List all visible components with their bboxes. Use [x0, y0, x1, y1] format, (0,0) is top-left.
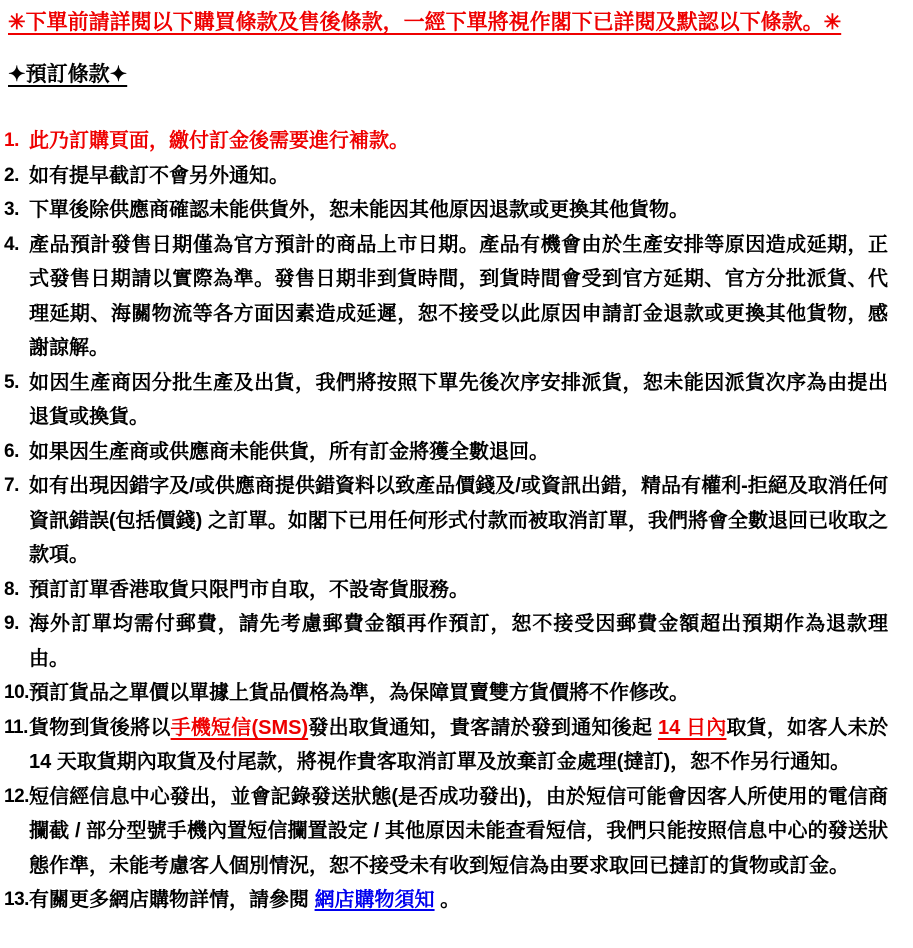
term-number: 12. [4, 785, 29, 807]
term-number: 7. [4, 475, 19, 496]
term-item-13 [4, 883, 888, 918]
term-item-10 [4, 676, 888, 711]
term-item-12 [4, 780, 888, 884]
term-number: 5. [4, 371, 19, 393]
term-text: 預訂貨品之單價以單據上貨品價格為準，為保障買賣雙方貨價將不作修改。 [29, 682, 689, 704]
store-shopping-notice-link[interactable]: 網店購物須知 [314, 889, 435, 911]
term-text: 預訂訂單香港取貨只限門市自取，不設寄貨服務。 [29, 578, 469, 601]
term-number: 3. [4, 199, 19, 220]
term-number: 1. [4, 130, 19, 151]
term-text: 。 [434, 889, 461, 911]
term-number: 9. [4, 613, 19, 634]
term-text: 如因生產商因分批生產及出貨，我們將按照下單先後次序安排派貨，恕未能因派貨次序為由提出退貨或換貨。 [29, 371, 888, 428]
terms-list [4, 124, 889, 918]
term-text: 短信經信息中心發出，並會記錄發送狀態(是否成功發出)，由於短信可能會因客人所使用的電信商攔截 / 部分型號手機內置短信攔置設定 / 其他原因未能查看短信，我們只能按照信息中心的發送狀態作準，未能考慮客人個別情況，恕不接受未有收到短信為由要求取回已撻訂的貨物或訂金。 [29, 785, 888, 877]
term-number: 13. [4, 889, 29, 910]
term-number: 10. [4, 682, 29, 703]
preorder-terms-title: ✦預訂條款✦ [8, 63, 128, 86]
term-item-11 [4, 711, 889, 780]
term-item-1 [4, 124, 888, 159]
term-item-9 [4, 607, 888, 676]
term-number: 2. [4, 164, 19, 186]
term-item-7 [4, 469, 888, 573]
term-text: 如果因生產商或供應商未能供貨，所有訂金將獲全數退回。 [29, 440, 549, 463]
term-number: 6. [4, 440, 19, 462]
term-highlight-text: 14 日內 [657, 716, 727, 739]
term-text: 如有提早截訂不會另外通知。 [29, 164, 289, 187]
term-item-2 [4, 159, 888, 194]
term-number: 11. [4, 716, 28, 738]
term-text: 下單後除供應商確認未能供貨外，恕未能因其他原因退款或更換其他貨物。 [29, 199, 689, 221]
term-text: 此乃訂購頁面，繳付訂金後需要進行補款。 [29, 130, 409, 152]
term-text: 如有出現因錯字及/或供應商提供錯資料以致產品價錢及/或資訊出錯，精品有權利-拒絕及取消任何資訊錯誤(包括價錢) 之訂單。如閣下已用任何形式付款而被取消訂單，我們將會全數退回已收取之款項。 [29, 475, 888, 566]
term-text: 貨物到貨後將以 [29, 716, 171, 739]
term-item-5 [4, 366, 888, 435]
term-item-8 [4, 573, 888, 608]
term-item-3 [4, 193, 888, 228]
terms-notice-header: ✳下單前請詳閱以下購買條款及售後條款，一經下單將視作閣下已詳閱及默認以下條款。✳ [8, 11, 842, 34]
term-number: 4. [4, 233, 19, 255]
term-text: 海外訂單均需付郵費，請先考慮郵費金額再作預訂，恕不接受因郵費金額超出預期作為退款理由。 [29, 613, 888, 670]
term-text: 取貨，如客人未於 14 天取貨期內取貨及付尾款，將視作貴客取消訂單及放棄訂金處理(撻訂)，恕不作另行通知。 [29, 716, 889, 773]
term-highlight-text: 手機短信(SMS) [170, 716, 309, 739]
term-text: 有關更多網店購物詳情，請參閱 [29, 889, 315, 911]
term-item-4 [4, 228, 888, 366]
term-number: 8. [4, 578, 19, 600]
term-item-6 [4, 435, 888, 470]
section-title-row [8, 60, 888, 107]
term-text: 發出取貨通知，貴客請於發到通知後起 [308, 716, 658, 739]
term-text: 產品預計發售日期僅為官方預計的商品上市日期。產品有機會由於生產安排等原因造成延期，正式發售日期請以實際為準。發售日期非到貨時間，到貨時間會受到官方延期、官方分批派貨、代理延期、海關物流等各方面因素造成延遲，恕不接受以此原因申請訂金退款或更換其他貨物，感謝諒解。 [29, 233, 888, 359]
